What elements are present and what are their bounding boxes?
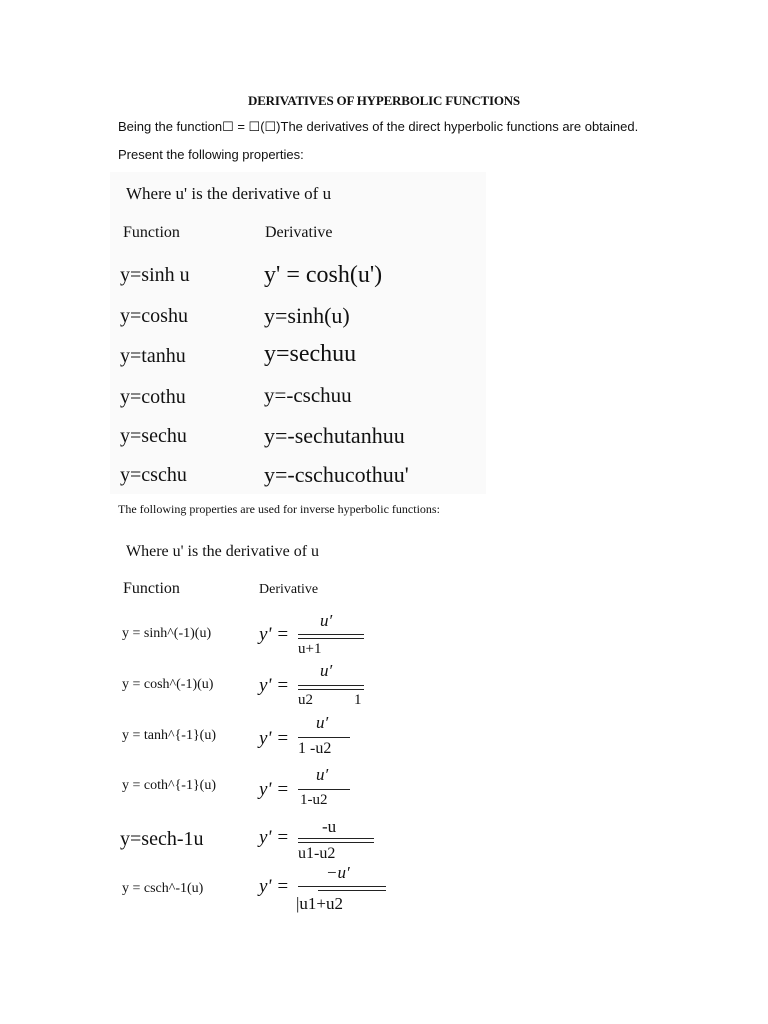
table2-numerator: -u [322, 817, 337, 836]
fraction-bar [298, 689, 364, 690]
table2-denominator: |u1+u2 [296, 894, 343, 913]
table1-derivative: y=sinh(u) [264, 303, 350, 328]
fraction-bar [298, 842, 374, 843]
table2-denominator: 1 -u2 [298, 740, 332, 757]
inverse-note: The following properties are used for inverse hyperbolic functions: [118, 502, 440, 516]
table2-function: y = cosh^(-1)(u) [122, 677, 214, 692]
fraction-bar [298, 685, 364, 686]
table2-function: y = sinh^(-1)(u) [122, 626, 212, 641]
table1-derivative: y=-sechutanhuu [264, 423, 405, 448]
table2-yprime: y' = [259, 779, 290, 800]
table2-denominator: u2 [298, 692, 313, 708]
table1-derivative: y=-cschucothuu' [264, 462, 409, 487]
table1-header-derivative: Derivative [265, 224, 333, 241]
table1-caption: Where u' is the derivative of u [126, 184, 332, 203]
table2-yprime: y' = [259, 675, 290, 696]
table1-derivative: y=sechuu [264, 341, 357, 367]
fraction-bar [298, 638, 364, 639]
table2-yprime: y' = [259, 728, 290, 749]
table2-denominator: u+1 [298, 641, 322, 657]
table2-yprime: y' = [259, 827, 290, 848]
table1-function: y=cothu [120, 386, 186, 408]
fraction-bar [298, 886, 386, 887]
table1-function: y=coshu [120, 305, 188, 327]
table1-header-function: Function [123, 224, 180, 241]
table2-denominator: u1-u2 [298, 845, 336, 862]
fraction-bar [298, 737, 350, 738]
table2-header-derivative: Derivative [259, 582, 319, 597]
table2-yprime: y' = [259, 876, 290, 897]
table2-function: y = tanh^{-1}(u) [122, 728, 216, 743]
page-title: DERIVATIVES OF HYPERBOLIC FUNCTIONS [248, 93, 520, 108]
fraction-bar [298, 789, 350, 790]
table2-denominator: 1-u2 [300, 792, 328, 808]
table1-function: y=sinh u [120, 264, 190, 286]
table2-numerator: u′ [316, 765, 329, 784]
table2-numerator: u′ [320, 661, 333, 680]
table2-yprime: y' = [259, 624, 290, 645]
table2-numerator: u′ [320, 611, 333, 630]
table2-header-function: Function [123, 580, 180, 597]
table2-function: y = csch^-1(u) [122, 881, 204, 896]
table2-caption: Where u' is the derivative of u [126, 543, 320, 560]
table1-function: y=sechu [120, 425, 187, 447]
table2-numerator: u′ [316, 713, 329, 732]
table1-function: y=cschu [120, 464, 187, 486]
table1-derivative: y=-cschuu [264, 383, 352, 407]
table1-function: y=tanhu [120, 345, 186, 367]
table2-numerator: −u′ [326, 863, 350, 882]
intro-text: Being the function☐ = ☐(☐)The derivatives of the direct hyperbolic functions are obtained. [118, 119, 639, 134]
table2-function: y = coth^{-1}(u) [122, 778, 216, 793]
table2-denominator-extra: 1 [354, 692, 362, 708]
table2-function: y=sech-1u [120, 828, 204, 850]
fraction-bar [318, 890, 386, 891]
table1-derivative: y' = cosh(u') [264, 262, 383, 288]
fraction-bar [298, 634, 364, 635]
fraction-bar [298, 838, 374, 839]
intro-text-2: Present the following properties: [118, 147, 304, 162]
